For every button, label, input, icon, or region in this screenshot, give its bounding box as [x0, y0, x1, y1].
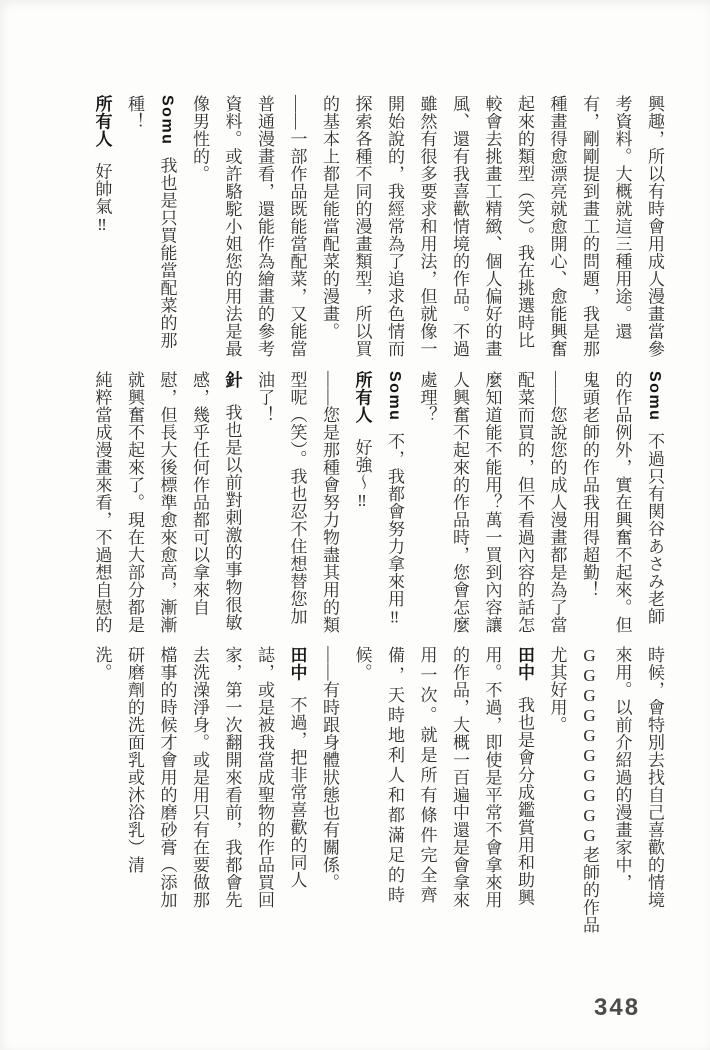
dialogue-text: ——一部作品既能當配菜，又能當 — [287, 95, 307, 358]
dialogue-text: 檔事的時候才會用的磨砂膏（添加 — [157, 646, 177, 909]
speaker-label: Somu — [646, 371, 663, 422]
text-column — [580, 95, 598, 359]
dialogue-text: 油了！ — [255, 371, 274, 424]
text-column — [483, 371, 501, 635]
text-column — [353, 95, 371, 359]
text-column — [645, 371, 663, 635]
dialogue-text: 我也是會分成鑑賞用和助興 — [515, 696, 534, 906]
dialogue-text: 鬼頭老師的作品我用得超勤！ — [580, 371, 599, 599]
speaker-label: Somu — [158, 95, 176, 146]
dialogue-text: 尤其好用。 — [547, 646, 567, 734]
text-column — [190, 646, 208, 910]
text-column — [580, 646, 599, 934]
speaker-label: 田中 — [515, 646, 534, 681]
speaker-label: Somu — [386, 371, 403, 422]
text-column — [645, 95, 663, 359]
dialogue-text: 老師的作品 — [580, 846, 599, 934]
text-column — [158, 95, 176, 359]
speaker-label: 針 — [222, 371, 242, 389]
text-column — [93, 646, 111, 910]
text-column — [385, 646, 403, 910]
dialogue-text: 不，我都會努力拿來用‼ — [385, 432, 404, 627]
speaker-label: 所有人 — [352, 371, 372, 424]
text-column — [515, 95, 533, 359]
text-column — [515, 646, 533, 910]
text-band-top — [93, 95, 664, 359]
dialogue-text: 有，剛剛提到畫工的問題，我是那 — [580, 95, 599, 358]
dialogue-text: 感，幾乎任何作品都可以拿來自 — [190, 371, 209, 616]
text-column — [93, 95, 111, 359]
dialogue-text: 的作品例外，實在興奮不起來。但 — [612, 371, 632, 634]
text-column — [353, 646, 371, 910]
text-column — [125, 646, 143, 910]
text-column — [190, 95, 208, 359]
text-band-bottom — [92, 646, 664, 934]
text-column — [125, 95, 143, 359]
speaker-label: 田中 — [287, 646, 307, 681]
text-column — [223, 371, 241, 635]
dialogue-text: 我也是只買能當配菜的那 — [157, 156, 177, 349]
text-column — [418, 646, 436, 910]
dialogue-text: 麼知道能不能用？萬一買到內容讓 — [482, 371, 502, 634]
text-column — [548, 371, 566, 635]
dialogue-text: 像男性的。 — [190, 95, 209, 183]
text-column — [288, 646, 306, 910]
dialogue-text: 我也是以前對刺激的事物很敏 — [222, 403, 242, 631]
dialogue-text: 去洗澡淨身。或是用只有在要做那 — [190, 646, 209, 909]
text-column — [223, 95, 241, 359]
text-column — [418, 95, 436, 359]
dialogue-text: 好強～‼ — [352, 438, 372, 511]
dialogue-text: 較會去挑畫工精緻、個人偏好的畫 — [482, 95, 502, 358]
dialogue-text: 種畫得愈漂亮就愈開心、愈能興奮 — [547, 95, 567, 358]
text-column — [158, 371, 176, 635]
text-column — [385, 95, 403, 359]
dialogue-text: 起來的類型（笑）。我在挑選時比 — [515, 95, 534, 349]
dialogue-text: 配菜而買的，但不看過內容的話怎 — [515, 371, 534, 634]
text-column — [613, 371, 631, 635]
text-column — [255, 371, 273, 635]
text-column — [353, 371, 371, 635]
dialogue-text: 的作品，大概一百遍中還是會拿來 — [450, 646, 469, 909]
text-column — [288, 371, 306, 635]
text-column — [255, 646, 273, 910]
dialogue-text: 人興奮不起來的作品時，您會怎麼 — [450, 371, 469, 634]
text-column — [255, 95, 273, 359]
text-column — [320, 95, 338, 359]
text-column — [515, 371, 533, 635]
text-column — [580, 371, 598, 635]
dialogue-text: 型呢（笑）。我也忍不住想替您加 — [287, 371, 307, 625]
text-column — [483, 646, 501, 910]
speaker-label: 所有人 — [92, 95, 112, 148]
dialogue-text: 候。 — [352, 646, 372, 681]
dialogue-text: 不過只有関谷あさみ老師 — [645, 432, 664, 625]
dialogue-text: ——您是那種會努力物盡其用的類 — [320, 371, 339, 634]
dialogue-text: ——有時跟身體狀態也有關係。 — [320, 646, 339, 891]
text-column — [158, 646, 176, 910]
dialogue-text: 雖然有很多要求和用法，但就像一 — [417, 95, 437, 358]
dialogue-text: 興趣，所以有時會用成人漫畫當參 — [645, 95, 664, 358]
dialogue-text: 資料。或許駱駝小姐您的用法是最 — [222, 95, 242, 358]
dialogue-text: 好帥氣‼ — [92, 162, 112, 235]
text-column — [223, 646, 241, 910]
text-column — [288, 95, 306, 359]
text-column — [418, 371, 436, 635]
text-column — [320, 371, 338, 635]
dialogue-text: 不過，把非常喜歡的同人 — [287, 696, 307, 889]
dialogue-text: 研磨劑的洗面乳或沐浴乳）清 — [125, 646, 144, 874]
text-column — [385, 371, 403, 635]
text-column — [645, 646, 663, 910]
dialogue-text: 開始說的，我經常為了追求色情而 — [385, 95, 404, 358]
dialogue-text: 的基本上都是能當配菜的漫畫。 — [320, 95, 339, 340]
dialogue-text: 風、還有我喜歡情境的作品。不過 — [450, 95, 469, 358]
text-column — [190, 371, 208, 635]
text-column — [320, 646, 338, 910]
dialogue-text: 誌，或是被我當成聖物的作品買回 — [255, 646, 274, 909]
text-column — [548, 646, 566, 910]
dialogue-text: 洗。 — [92, 646, 112, 681]
dialogue-text: 慰，但長大後標準愈來愈高，漸漸 — [157, 371, 177, 634]
text-column — [483, 95, 501, 359]
text-column — [125, 371, 143, 635]
dialogue-text: 備，天時地利人和都滿足的時 — [385, 646, 404, 906]
text-column — [450, 95, 468, 359]
dialogue-text: 時候，會特別去找自己喜歡的情境 — [645, 646, 664, 909]
text-column — [450, 646, 468, 910]
dialogue-text: 探索各種不同的漫畫類型，所以買 — [352, 95, 372, 358]
text-column — [548, 95, 566, 359]
page-number: 348 — [594, 994, 641, 1021]
dialogue-text: 來用。以前介紹過的漫畫家中， — [612, 646, 632, 891]
dialogue-text: 純粹當成漫畫來看，不過想自慰的 — [92, 371, 112, 634]
text-column — [450, 371, 468, 635]
dialogue-text: 種！ — [125, 95, 144, 130]
dialogue-text: 家，第一次翻開來看前，我都會先 — [222, 646, 242, 909]
text-column — [93, 371, 111, 635]
latin-run: GGGGGGGGGG — [580, 646, 599, 846]
dialogue-text: 就興奮不起來了。現在大部分都是 — [125, 371, 144, 634]
dialogue-text: ——您說您的成人漫畫都是為了當 — [547, 371, 567, 634]
dialogue-text: 考資料。大概就這三種用途。還 — [612, 95, 632, 340]
dialogue-text: 普通漫畫看，還能作為繪畫的參考 — [255, 95, 274, 358]
text-column — [613, 95, 631, 359]
dialogue-text: 處理？ — [417, 371, 437, 424]
dialogue-text: 用一次。就是所有條件完全齊 — [417, 646, 437, 906]
dialogue-text: 用。不過，即使是平常不會拿來用 — [482, 646, 502, 909]
text-band-middle — [93, 371, 664, 635]
text-column — [613, 646, 631, 910]
